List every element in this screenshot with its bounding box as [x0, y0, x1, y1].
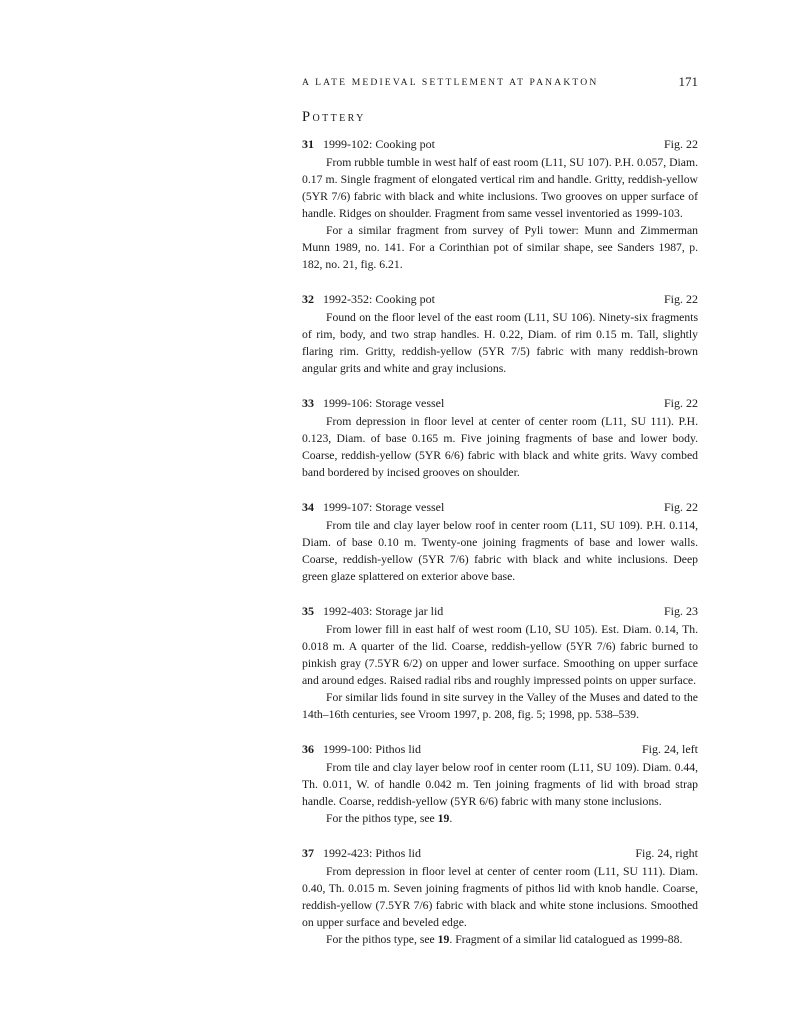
- entry-number: 35: [302, 604, 314, 618]
- figure-reference: Fig. 23: [663, 604, 698, 618]
- figure-reference: Fig. 22: [663, 396, 698, 410]
- catalog-entry: [302, 291, 698, 377]
- entry-title: 1999-100: Pithos lid: [323, 742, 422, 756]
- entry-heading: [302, 499, 698, 517]
- figure-reference: Fig. 22: [663, 137, 698, 151]
- catalog-entry: [302, 395, 698, 481]
- entry-heading-left: [302, 603, 443, 620]
- crossref-tail: .: [449, 812, 453, 825]
- running-head-title: A LATE MEDIEVAL SETTLEMENT AT PANAKTON: [302, 77, 599, 88]
- catalog-entry: [302, 741, 698, 827]
- entry-heading-left: [302, 291, 435, 308]
- figure-reference: Fig. 24, left: [642, 742, 698, 756]
- entry-number: 32: [302, 292, 314, 306]
- crossref-text: For the pithos type, see: [326, 812, 438, 825]
- entry-heading: [302, 136, 698, 154]
- catalog-entry: [302, 499, 698, 585]
- entry-number: 36: [302, 742, 314, 756]
- entry-paragraph: For similar lids found in site survey in the Valley of the Muses and dated to the 14th–16th centuries, see Vroom 1997, p. 208, fig. 5; 1998, pp. 538–539.: [302, 691, 698, 721]
- catalog-entry: [302, 603, 698, 723]
- entry-paragraph: Found on the floor level of the east room (L11, SU 106). Ninety-six fragments of rim, body, and two strap handles. H. 0.22, Diam. of rim 0.15 m. Tall, slightly flaring rim. Gritty, reddish-yellow (5YR 7/5) fabric with many reddish-brown angular grits and white and gray inclusions.: [302, 311, 698, 375]
- entry-heading: [302, 603, 698, 621]
- entry-heading: [302, 291, 698, 309]
- entry-number: 34: [302, 500, 314, 514]
- crossref-tail: . Fragment of a similar lid catalogued as 1999-88.: [449, 933, 683, 946]
- entry-title: 1992-403: Storage jar lid: [323, 604, 444, 618]
- crossref-text: For the pithos type, see: [326, 933, 438, 946]
- crossref-catalog-number: 19: [437, 933, 450, 946]
- entry-heading: [302, 741, 698, 759]
- figure-reference: Fig. 24, right: [635, 846, 698, 860]
- entry-number: 31: [302, 137, 314, 151]
- entry-heading-left: [302, 741, 421, 758]
- entry-title: 1992-423: Pithos lid: [323, 846, 422, 860]
- figure-reference: Fig. 22: [663, 500, 698, 514]
- entry-heading-left: [302, 499, 444, 516]
- entry-heading: [302, 845, 698, 863]
- entry-heading-left: [302, 845, 421, 862]
- entry-title: 1999-107: Storage vessel: [323, 500, 445, 514]
- entry-heading-left: [302, 136, 435, 153]
- entry-heading-left: [302, 395, 444, 412]
- page-number: 171: [678, 74, 698, 89]
- figure-reference: Fig. 22: [663, 292, 698, 306]
- catalog-entry: [302, 136, 698, 273]
- crossref-paragraph: [302, 931, 698, 948]
- crossref-paragraph: [302, 810, 698, 827]
- entry-paragraph: From depression in floor level at center of center room (L11, SU 111). Diam. 0.40, Th. 0.015 m. Seven joining fragments of pithos lid with knob handle. Coarse, reddish-yellow (7.5YR 7/6) fabric with black and white stone inclusions. Smoothed on upper surface and beveled edge.: [302, 865, 698, 929]
- entry-heading: [302, 395, 698, 413]
- entry-paragraph: From depression in floor level at center of center room (L11, SU 111). P.H. 0.123, Diam. of base 0.165 m. Five joining fragments of base and lower body. Coarse, reddish-yellow (5YR 6/6) fabric with black and white grits. Wavy combed band bordered by incised grooves on shoulder.: [302, 415, 698, 479]
- entry-paragraph: For a similar fragment from survey of Pyli tower: Munn and Zimmerman Munn 1989, no. 141. For a Corinthian pot of similar shape, see Sanders 1987, p. 182, no. 21, fig. 6.21.: [302, 224, 698, 271]
- entry-title: 1999-106: Storage vessel: [323, 396, 445, 410]
- entry-paragraph: From tile and clay layer below roof in center room (L11, SU 109). P.H. 0.114, Diam. of base 0.10 m. Twenty-one joining fragments of base and lower walls. Coarse, reddish-yellow (5YR 7/6) fabric with black and white inclusions. Deep green glaze splattered on exterior above base.: [302, 519, 698, 583]
- crossref-catalog-number: 19: [437, 812, 450, 825]
- running-head: [302, 74, 698, 93]
- entry-paragraph: From tile and clay layer below roof in center room (L11, SU 109). Diam. 0.44, Th. 0.011, W. of handle 0.042 m. Ten joining fragments of lid with broad strap handle. Coarse, reddish-yellow (5YR 6/6) fabric with many stone inclusions.: [302, 761, 698, 808]
- entry-title: 1992-352: Cooking pot: [323, 292, 436, 306]
- entry-number: 33: [302, 396, 314, 410]
- entry-paragraph: From rubble tumble in west half of east room (L11, SU 107). P.H. 0.057, Diam. 0.17 m. Single fragment of elongated vertical rim and handle. Gritty, reddish-yellow (5YR 7/6) fabric with black and white inclusions. Two grooves on upper surface of handle. Ridges on shoulder. Fragment from same vessel inventoried as 1999-103.: [302, 156, 698, 220]
- entry-title: 1999-102: Cooking pot: [323, 137, 436, 151]
- catalog-entry: [302, 845, 698, 948]
- entry-paragraph: From lower fill in east half of west room (L10, SU 105). Est. Diam. 0.14, Th. 0.018 m. A quarter of the lid. Coarse, reddish-yellow (5YR 7/6) fabric burned to pinkish gray (7.5YR 6/2) on upper and lower surface. Smoothing on upper surface and around edges. Raised radial ribs and roughly impressed points on upper surface.: [302, 623, 698, 687]
- entry-number: 37: [302, 846, 314, 860]
- section-title: Pottery: [302, 109, 366, 125]
- catalog-list: [302, 136, 698, 966]
